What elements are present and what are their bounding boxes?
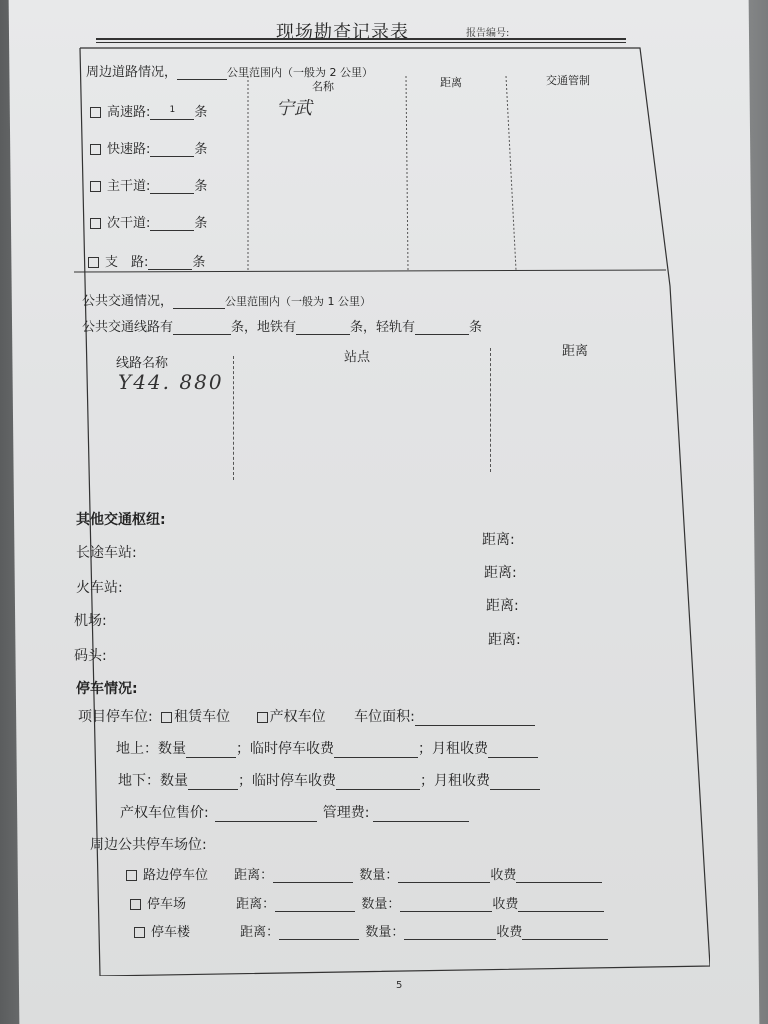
roadside-checkbox[interactable] [126,870,137,881]
roadside-qty-blank[interactable] [398,868,490,883]
owned-space-checkbox[interactable] [257,712,268,723]
transit-lines-row: 公共交通线路有 条，地铁有 条，轻轨有 条 [82,320,483,335]
garage-fee-blank[interactable] [522,925,608,940]
parking-below-row: 地下：数量 ；临时停车收费 ；月租收费 [118,770,540,790]
parking-project-row: 项目停车位: 租赁车位 产权车位 车位面积: [78,706,535,726]
handwritten-bus-lines: Y44. 880 [118,370,224,394]
roads-heading: 周边道路情况， 公里范围内（一般为 2 公里） [86,65,374,80]
hub-train-distance: 距离: [484,565,517,581]
hub-airport: 机场: [74,613,107,629]
public-parking-lot: 停车场 距离： 数量： 收费 [130,893,604,912]
road-item-highway: 高速路: 1 条 [90,101,207,120]
transit-heading: 公共交通情况， 公里范围内（一般为 1 公里） [82,294,372,309]
transit-col-station: 站点 [344,350,371,365]
hub-coach-station: 长途车站: [76,545,137,561]
highway-count-blank[interactable]: 1 [150,105,194,120]
lot-fee-blank[interactable] [518,897,604,912]
page-title: 现场勘查记录表 [276,22,409,43]
transit-divider-1 [233,356,234,480]
lot-distance-blank[interactable] [275,897,355,912]
arterial-count-blank[interactable] [150,179,194,194]
handwritten-road-name: 宁武 [276,98,312,119]
below-monthly-blank[interactable] [490,775,540,790]
above-qty-blank[interactable] [186,743,236,758]
transit-divider-2 [490,348,491,472]
sale-price-blank[interactable] [215,807,317,822]
parking-sale-row: 产权车位售价: 管理费: [120,802,469,822]
expressway-count-blank[interactable] [150,142,194,157]
expressway-checkbox[interactable] [90,144,101,155]
hubs-heading: 其他交通枢纽: [76,512,166,528]
above-temp-fee-blank[interactable] [334,743,418,758]
road-item-arterial: 主干道: 条 [90,175,207,194]
roads-range-blank[interactable] [177,65,227,80]
above-monthly-blank[interactable] [488,743,538,758]
hub-pier-distance: 距离: [488,632,521,648]
highway-checkbox[interactable] [90,107,101,118]
hub-coach-distance: 距离: [482,532,515,548]
parking-heading: 停车情况: [76,681,138,697]
public-parking-roadside: 路边停车位 距离： 数量： 收费 [126,864,602,883]
garage-qty-blank[interactable] [404,925,496,940]
transit-col-line-name: 线路名称 [116,356,169,371]
transit-range-blank[interactable] [173,294,225,309]
lot-qty-blank[interactable] [400,897,492,912]
below-temp-fee-blank[interactable] [336,775,420,790]
roads-col-name: 名称 [312,80,334,93]
parking-garage-checkbox[interactable] [134,927,145,938]
bus-lines-blank[interactable] [173,320,231,335]
metro-lines-blank[interactable] [296,320,350,335]
transit-col-distance: 距离 [562,344,589,359]
roadside-fee-blank[interactable] [516,868,602,883]
parking-above-row: 地上：数量 ；临时停车收费 ；月租收费 [116,738,538,758]
hub-pier: 码头: [74,648,107,664]
road-item-expressway: 快速路: 条 [90,138,207,157]
road-item-secondary: 次干道: 条 [90,212,207,231]
arterial-checkbox[interactable] [90,181,101,192]
title-rule-thin [96,42,626,43]
roads-col-traffic: 交通管制 [546,74,590,87]
title-rule [96,38,626,40]
branch-checkbox[interactable] [88,257,99,268]
parking-lot-checkbox[interactable] [130,899,141,910]
roadside-distance-blank[interactable] [273,868,353,883]
garage-distance-blank[interactable] [279,925,359,940]
roads-col-distance: 距离 [440,76,462,89]
rent-space-checkbox[interactable] [161,712,172,723]
hub-airport-distance: 距离: [486,598,519,614]
page-number: 5 [396,980,403,991]
public-parking-garage: 停车楼 距离： 数量： 收费 [134,921,608,940]
space-area-blank[interactable] [415,711,535,726]
road-item-branch: 支 路: 条 [88,251,205,270]
report-number-label: 报告编号: [466,28,510,39]
hub-train-station: 火车站: [76,580,123,596]
mgmt-fee-blank[interactable] [373,807,469,822]
secondary-checkbox[interactable] [90,218,101,229]
below-qty-blank[interactable] [188,775,238,790]
branch-count-blank[interactable] [148,255,192,270]
secondary-count-blank[interactable] [150,216,194,231]
lightrail-lines-blank[interactable] [415,320,469,335]
public-parking-heading: 周边公共停车场位: [90,837,207,853]
